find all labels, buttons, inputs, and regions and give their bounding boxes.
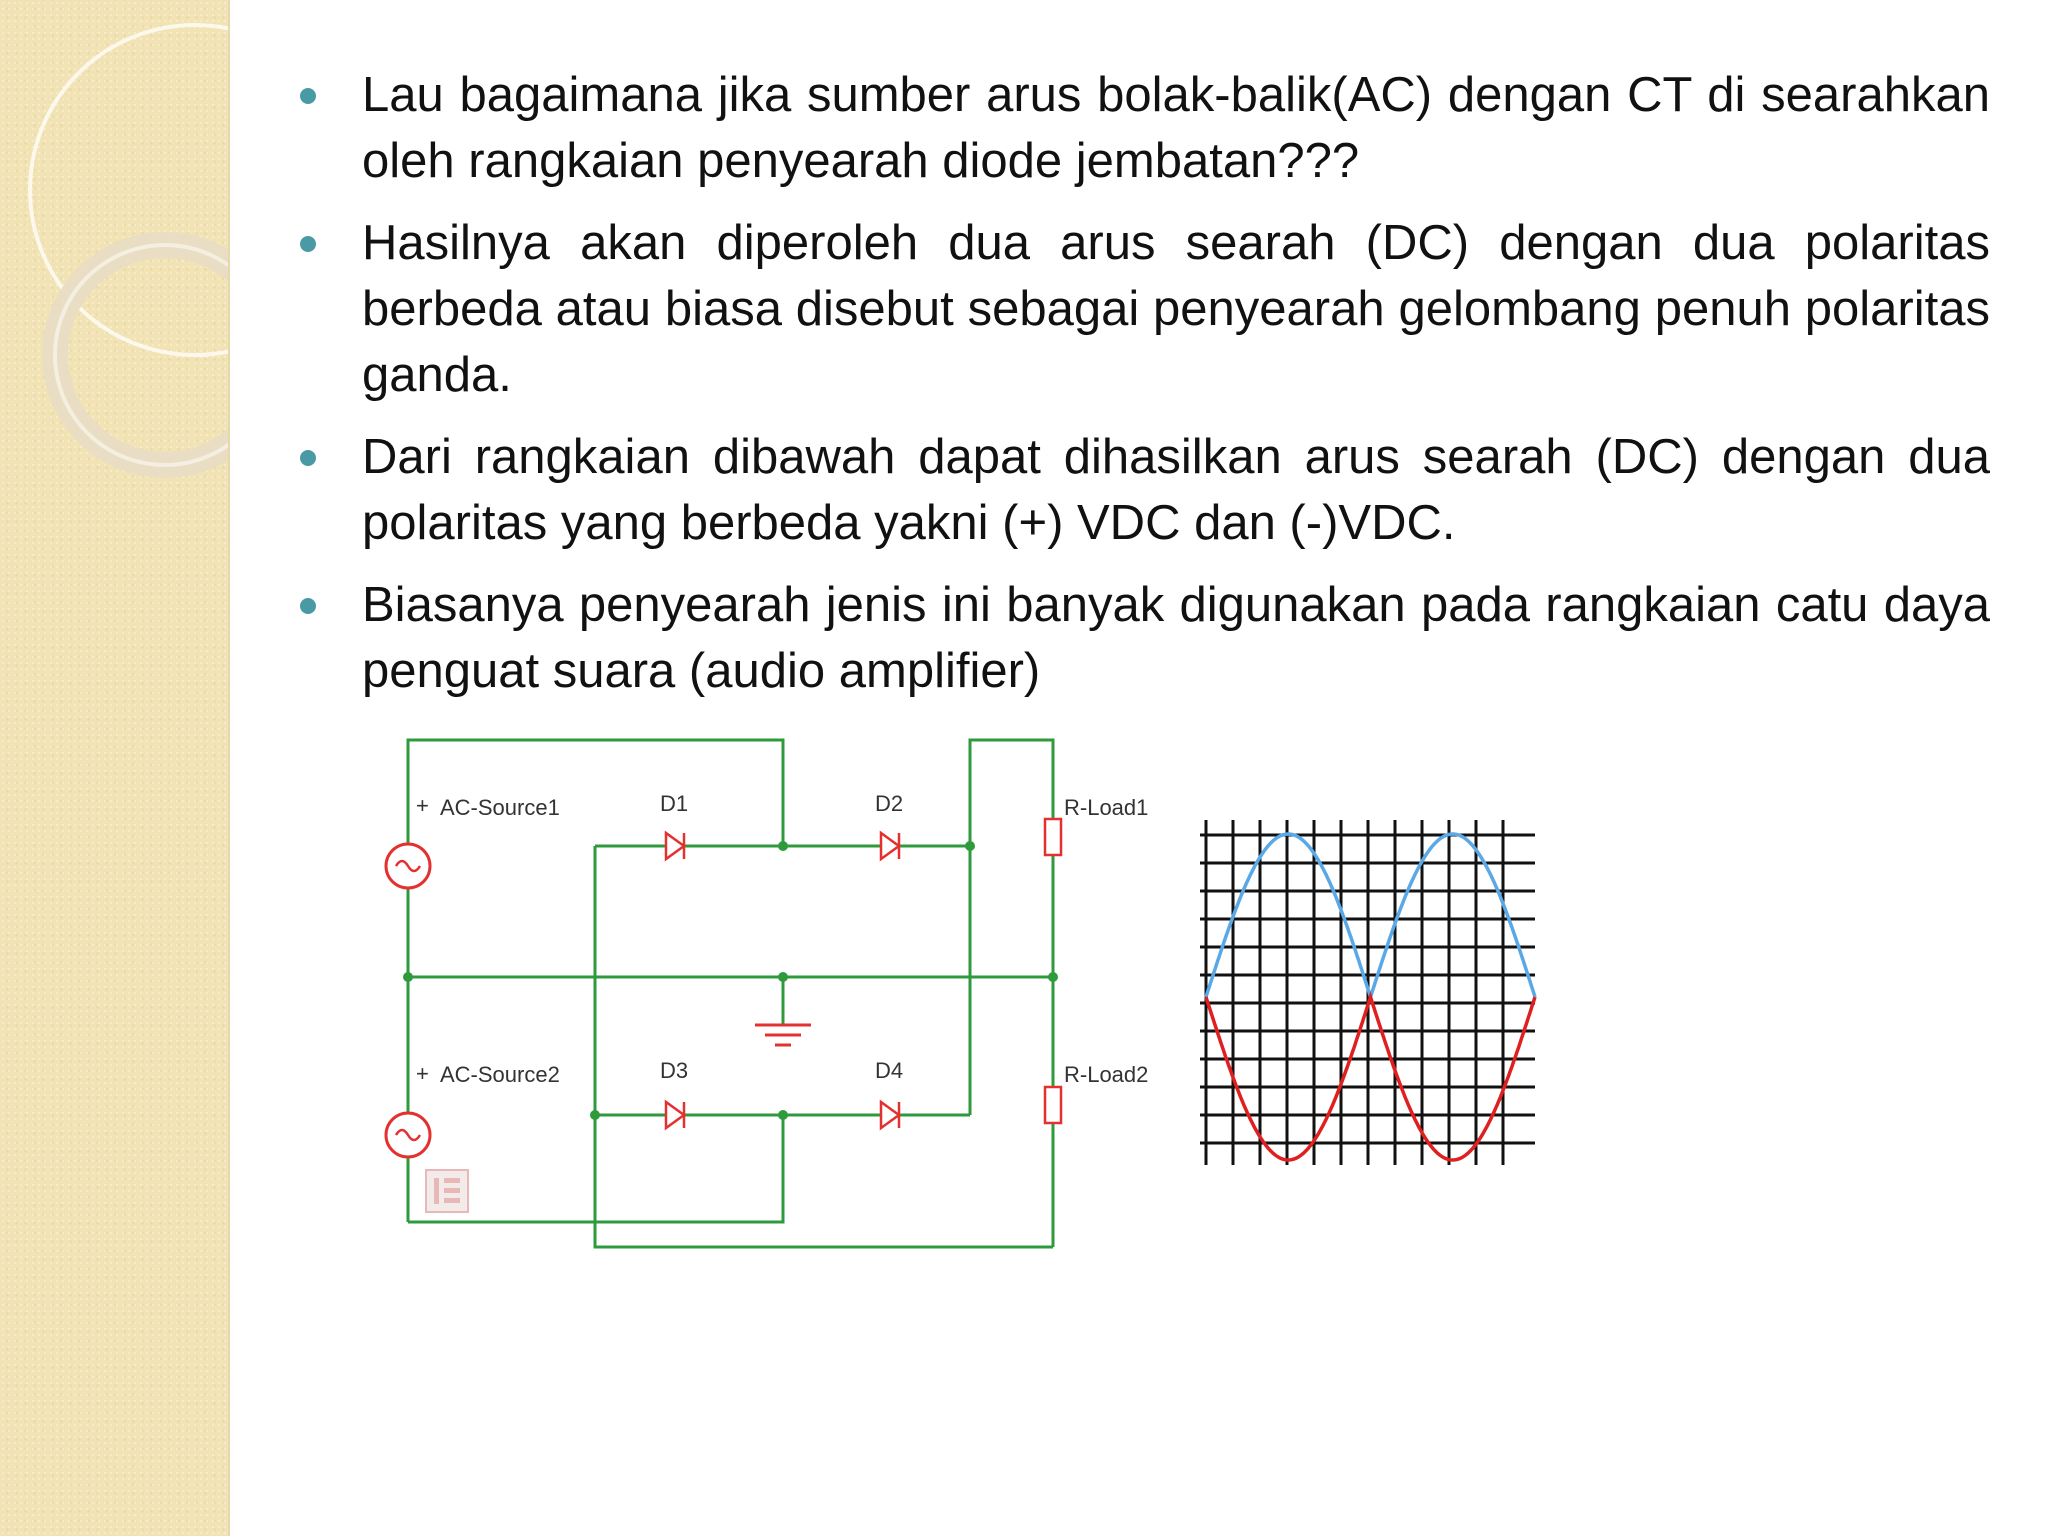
bullet-item	[300, 210, 1990, 408]
negative-waveform	[1206, 997, 1535, 1160]
bullet-item	[300, 572, 1990, 704]
simulator-logo	[426, 1170, 468, 1212]
decorative-sidebar	[0, 0, 230, 1536]
bullet-item	[300, 424, 1990, 556]
label-r-load-1: R-Load1	[1064, 795, 1149, 820]
bullet-list	[300, 62, 1990, 720]
label-d4: D4	[875, 1058, 904, 1083]
label-r-load-2: R-Load2	[1064, 1062, 1149, 1087]
positive-waveform	[1206, 834, 1535, 997]
svg-text:+: +	[416, 1061, 429, 1086]
circuit-diagram	[370, 735, 1180, 1255]
label-d3: D3	[660, 1058, 689, 1083]
label-d1: D1	[660, 791, 689, 816]
bullet-dot-icon	[300, 236, 316, 252]
label-ac-source-2: AC-Source2	[440, 1062, 560, 1087]
bullet-text: Lau bagaimana jika sumber arus bolak-balik(AC) dengan CT di searahkan oleh rangkaian penyearah diode jembatan???	[362, 68, 1990, 188]
ring-decoration	[0, 0, 228, 1536]
ground-symbol	[755, 1025, 811, 1045]
bullet-text: Hasilnya akan diperoleh dua arus searah (DC) dengan dua polaritas berbeda atau biasa disebut sebagai penyearah gelombang penuh polaritas ganda.	[362, 216, 1990, 402]
bullet-text: Biasanya penyearah jenis ini banyak digunakan pada rangkaian catu daya penguat suara (audio amplifier)	[362, 578, 1990, 698]
bullet-dot-icon	[300, 598, 316, 614]
svg-text:+: +	[416, 793, 429, 818]
label-d2: D2	[875, 791, 904, 816]
label-ac-source-1: AC-Source1	[440, 795, 560, 820]
bullet-text: Dari rangkaian dibawah dapat dihasilkan arus searah (DC) dengan dua polaritas yang berbeda yakni (+) VDC dan (-)VDC.	[362, 430, 1990, 550]
bullet-item	[300, 62, 1990, 194]
waveform-plot	[1190, 815, 1540, 1175]
bullet-dot-icon	[300, 88, 316, 104]
bullet-dot-icon	[300, 450, 316, 466]
